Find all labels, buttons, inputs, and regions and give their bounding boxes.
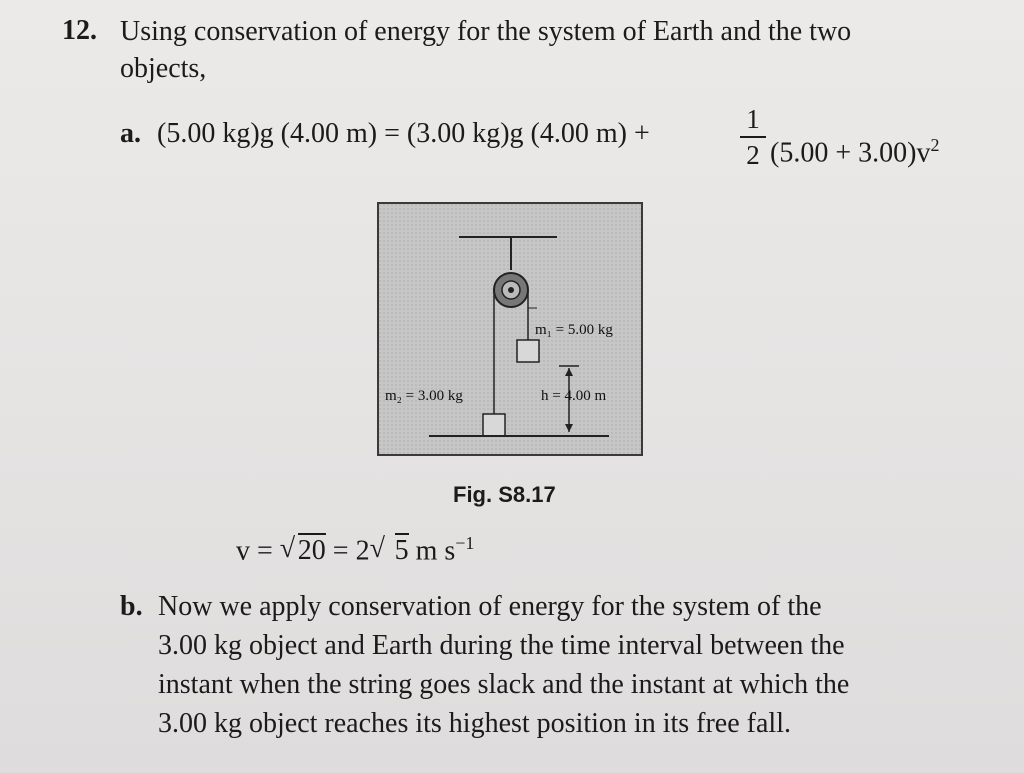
sqrt-20-radicand: 20 xyxy=(297,535,326,567)
velocity-lhs: v = xyxy=(236,535,273,567)
mass-m2-box xyxy=(483,414,505,436)
velocity-result xyxy=(236,533,474,567)
h-label: h = 4.00 m xyxy=(541,388,607,404)
sqrt-sign-icon: √ xyxy=(369,533,385,565)
figure-caption: Fig. S8.17 xyxy=(453,482,556,507)
m2-label: m₂ = 3.00 kg xyxy=(385,388,463,404)
sqrt-5 xyxy=(370,535,416,566)
velocity-equals-two: = 2 xyxy=(332,535,370,567)
fraction-numerator: 1 xyxy=(746,104,760,134)
part-b-line-4: 3.00 kg object reaches its highest position in its free fall. xyxy=(158,708,791,739)
m1-label: m₁ = 5.00 kg xyxy=(535,322,613,338)
part-b-line-1: Now we apply conservation of energy for the system of the xyxy=(158,591,822,622)
fraction-bar xyxy=(740,136,766,138)
question-number: 12. xyxy=(62,15,97,46)
pulley-axle xyxy=(508,287,514,293)
part-a-label: a. xyxy=(120,118,141,149)
energy-equation-left: (5.00 kg)g (4.00 m) = (3.00 kg)g (4.00 m) + xyxy=(157,118,650,149)
sqrt-sign-icon: √ xyxy=(279,533,296,565)
velocity-units-exponent: −1 xyxy=(455,533,475,553)
half-fraction xyxy=(740,104,766,170)
part-b-label: b. xyxy=(120,591,143,622)
mass-m1-box xyxy=(517,340,539,362)
equation-right-exponent: 2 xyxy=(930,135,940,155)
part-b-line-3: instant when the string goes slack and the instant at which the xyxy=(158,669,850,700)
velocity-units: m s xyxy=(415,535,456,567)
pulley-figure xyxy=(377,202,643,456)
energy-equation-right xyxy=(770,135,939,169)
pulley-diagram xyxy=(379,204,641,454)
part-b-line-2: 3.00 kg object and Earth during the time interval between the xyxy=(158,630,845,661)
sqrt-5-radicand: 5 xyxy=(394,535,409,567)
equation-right-base: (5.00 + 3.00)v xyxy=(770,137,931,169)
question-intro-line-1: Using conservation of energy for the system of Earth and the two xyxy=(120,16,852,47)
fraction-denominator: 2 xyxy=(746,140,760,170)
question-intro-line-2: objects, xyxy=(120,53,207,84)
sqrt-20 xyxy=(280,535,333,566)
